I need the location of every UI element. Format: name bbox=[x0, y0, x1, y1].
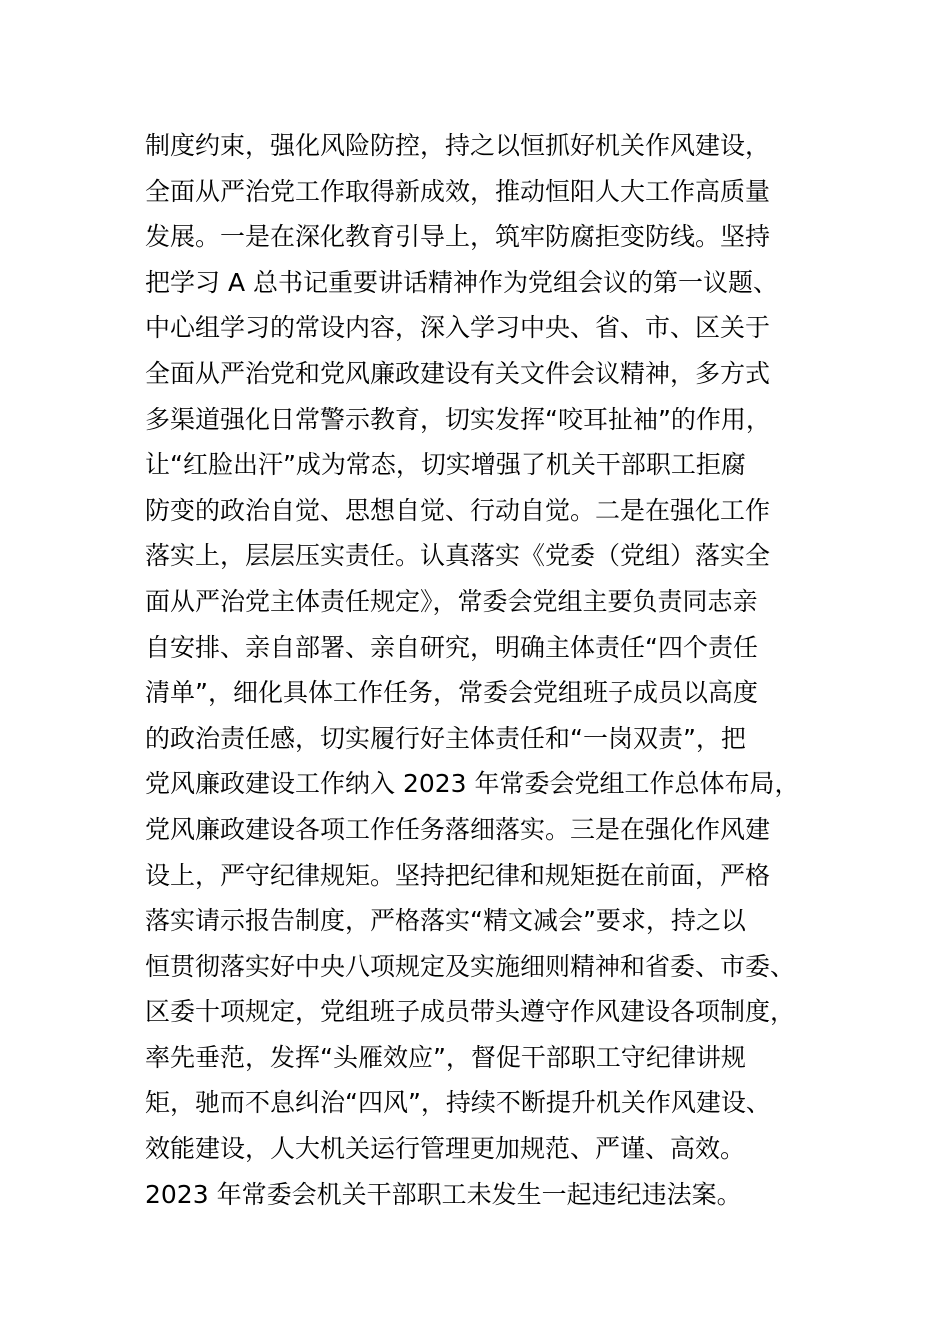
text-line: 发展。一是在深化教育引导上，筑牢防腐拒变防线。坚持 bbox=[145, 222, 771, 252]
text-line: 率先垂范，发挥“头雁效应”，督促干部职工守纪律讲规 bbox=[145, 1042, 746, 1072]
text-line: 自安排、亲自部署、亲自研究，明确主体责任“四个责任 bbox=[145, 632, 758, 662]
text-line: 面从严治党主体责任规定》，常委会党组主要负责同志亲 bbox=[145, 586, 758, 616]
text-line: 矩，驰而不息纠治“四风”，持续不断提升机关作风建设、 bbox=[145, 1088, 771, 1118]
text-line: 全面从严治党和党风廉政建设有关文件会议精神，多方式 bbox=[145, 358, 771, 388]
text-line: 恒贯彻落实好中央八项规定及实施细则精神和省委、市委、 bbox=[145, 951, 796, 981]
text-line: 全面从严治党工作取得新成效，推动恒阳人大工作高质量 bbox=[145, 176, 771, 206]
text-line: 落实请示报告制度，严格落实“精文减会”要求，持之以 bbox=[145, 906, 746, 936]
text-line: 让“红脸出汗”成为常态，切实增强了机关干部职工拒腐 bbox=[145, 450, 746, 480]
text-line: 的政治责任感，切实履行好主体责任和“一岗双责”，把 bbox=[145, 723, 746, 753]
text-line: 中心组学习的常设内容，深入学习中央、省、市、区关于 bbox=[145, 313, 771, 343]
text-line: 制度约束，强化风险防控，持之以恒抓好机关作风建设， bbox=[145, 131, 771, 160]
text-line: 把学习 A 总书记重要讲话精神作为党组会议的第一议题、 bbox=[145, 267, 778, 297]
body-paragraph bbox=[145, 123, 825, 1217]
text-line: 多渠道强化日常警示教育，切实发挥“咬耳扯袖”的作用， bbox=[145, 404, 771, 434]
text-line: 效能建设，人大机关运行管理更加规范、严谨、高效。 bbox=[145, 1134, 746, 1164]
text-line: 设上，严守纪律规矩。坚持把纪律和规矩挺在前面，严格 bbox=[145, 860, 771, 890]
text-line: 防变的政治自觉、思想自觉、行动自觉。二是在强化工作 bbox=[145, 495, 771, 525]
text-line: 党风廉政建设工作纳入 2023 年常委会党组工作总体布局， bbox=[145, 769, 800, 799]
text-line: 落实上，层层压实责任。认真落实《党委（党组）落实全 bbox=[145, 541, 771, 571]
text-line: 党风廉政建设各项工作任务落细落实。三是在强化作风建 bbox=[145, 814, 771, 844]
text-line: 2023 年常委会机关干部职工未发生一起违纪违法案。 bbox=[145, 1179, 742, 1209]
text-line: 区委十项规定，党组班子成员带头遵守作风建设各项制度， bbox=[145, 997, 796, 1027]
text-line: 清单”，细化具体工作任务，常委会党组班子成员以高度 bbox=[145, 678, 758, 708]
